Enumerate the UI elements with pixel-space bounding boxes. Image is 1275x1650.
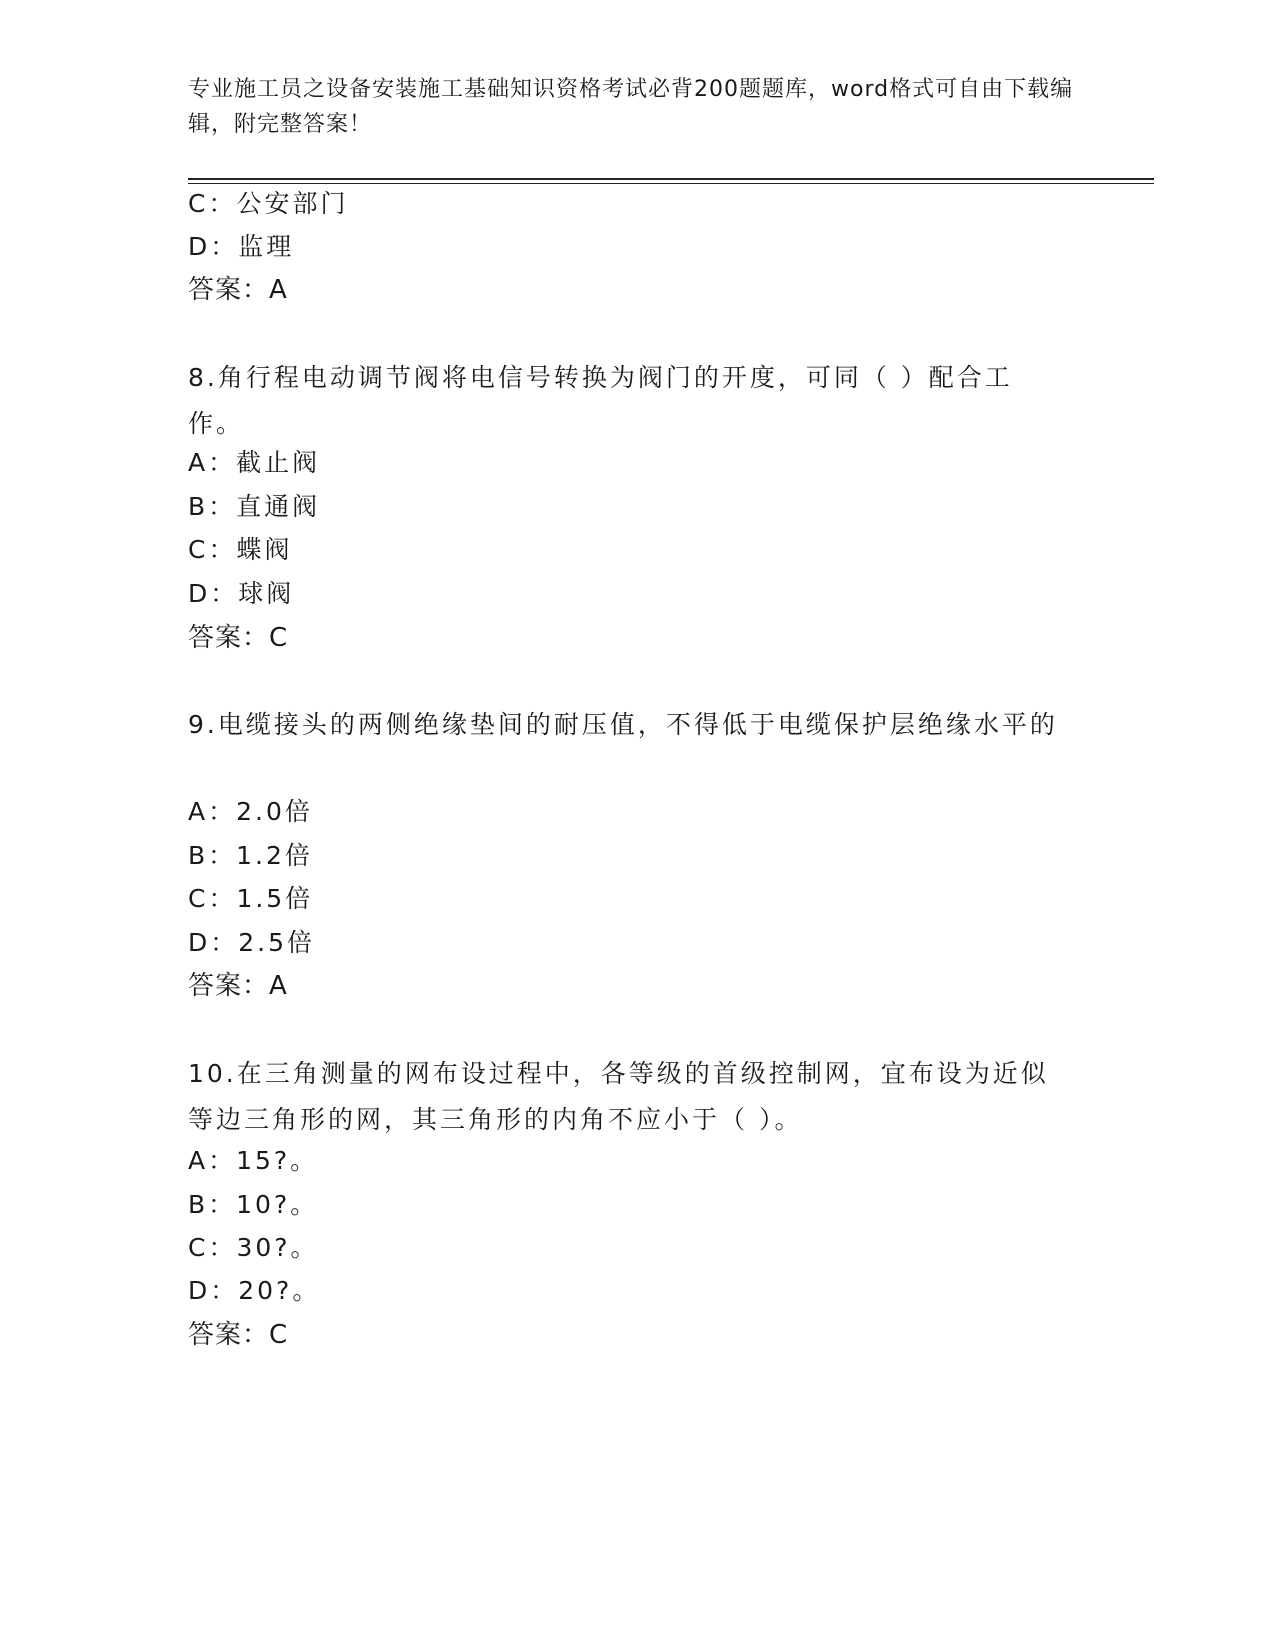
question-9-option-b: B：1.2倍 — [188, 841, 313, 870]
question-8-text: 8.角行程电动调节阀将电信号转换为阀门的开度，可同（ ）配合工作。 — [188, 363, 1013, 438]
question-8-option-c: C：蝶阀 — [188, 535, 293, 564]
question-10-answer: 答案：C — [188, 1320, 289, 1350]
question-10-option-a: A：15?。 — [188, 1146, 319, 1175]
prev-option-d: D：监理 — [188, 232, 295, 261]
document-title: 专业施工员之设备安装施工基础知识资格考试必背200题题库，word格式可自由下载编辑，附完整答案！ — [188, 77, 1074, 137]
question-9-option-c: C：1.5倍 — [188, 884, 314, 913]
question-9-answer: 答案：A — [188, 971, 288, 1001]
question-9-option-a: A：2.0倍 — [188, 797, 313, 826]
prev-option-c: C：公安部门 — [188, 189, 349, 218]
question-10-option-b: B：10?。 — [188, 1190, 319, 1219]
question-8-option-a: A：截止阀 — [188, 448, 321, 477]
question-9-option-d: D：2.5倍 — [188, 928, 316, 957]
question-10-text: 10.在三角测量的网布设过程中，各等级的首级控制网，宜布设为近似等边三角形的网，其三角形的内角不应小于（ ）。 — [188, 1059, 1049, 1134]
question-8-option-d: D：球阀 — [188, 579, 295, 608]
question-8-answer: 答案：C — [188, 623, 289, 653]
prev-answer: 答案：A — [188, 275, 288, 305]
question-10-option-c: C：30?。 — [188, 1233, 319, 1262]
header-divider-thick — [188, 178, 1154, 180]
header-divider-thin — [188, 183, 1154, 184]
question-10-option-d: D：20?。 — [188, 1276, 321, 1305]
question-9-text: 9.电缆接头的两侧绝缘垫间的耐压值，不得低于电缆保护层绝缘水平的 — [188, 710, 1058, 739]
question-8-option-b: B：直通阀 — [188, 492, 321, 521]
